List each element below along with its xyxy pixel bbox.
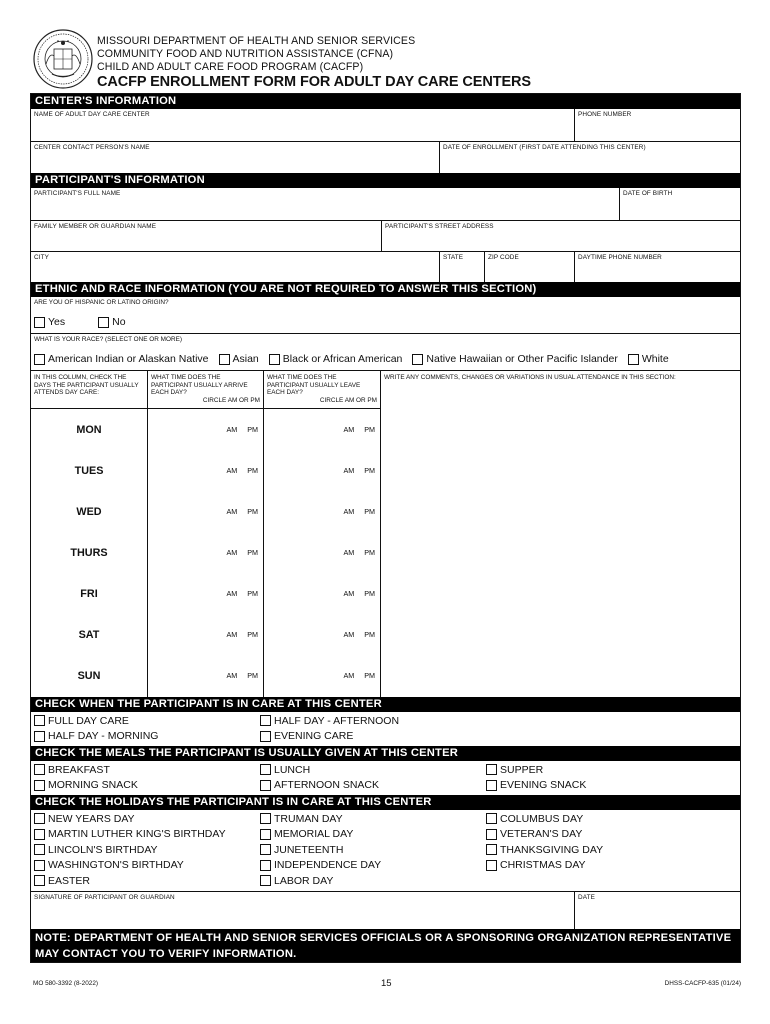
checkbox-icon	[34, 844, 45, 855]
signature-date-field[interactable]: DATE	[574, 892, 740, 929]
arrival-time-field[interactable]: AM PM	[226, 589, 258, 598]
hispanic-no-checkbox[interactable]: No	[98, 316, 125, 328]
leave-time-field[interactable]: AM PM	[343, 425, 375, 434]
checkbox-icon	[34, 715, 45, 726]
leave-time-field[interactable]: AM PM	[343, 548, 375, 557]
checkbox-icon	[486, 764, 497, 775]
arrival-column-header: WHAT TIME DOES THE PARTICIPANT USUALLY ARRIVE EACH DAY? CIRCLE AM OR PM	[148, 371, 263, 409]
arrival-time-field[interactable]: AM PM	[226, 671, 258, 680]
race-asian-checkbox[interactable]: Asian	[219, 353, 259, 365]
center-info-heading: CENTER'S INFORMATION	[31, 94, 740, 109]
day-fri[interactable]: FRI	[80, 587, 98, 600]
day-thurs[interactable]: THURS	[70, 546, 108, 559]
christmas-checkbox[interactable]: CHRISTMAS DAY	[486, 858, 603, 874]
half-day-afternoon-checkbox[interactable]: HALF DAY - AFTERNOON	[260, 713, 399, 729]
comments-area[interactable]	[381, 371, 740, 697]
checkbox-icon	[260, 764, 271, 775]
leave-column	[264, 371, 381, 697]
easter-checkbox[interactable]: EASTER	[34, 873, 260, 889]
checkbox-icon	[98, 317, 109, 328]
day-sun[interactable]: SUN	[77, 669, 101, 682]
signature-row	[31, 891, 740, 929]
labor-day-checkbox[interactable]: LABOR DAY	[260, 873, 486, 889]
race-black-checkbox[interactable]: Black or African American	[269, 353, 403, 365]
checkbox-icon	[34, 875, 45, 886]
mlk-birthday-checkbox[interactable]: MARTIN LUTHER KING'S BIRTHDAY	[34, 827, 260, 843]
truman-day-checkbox[interactable]: TRUMAN DAY	[260, 811, 486, 827]
washington-birthday-checkbox[interactable]: WASHINGTON'S BIRTHDAY	[34, 858, 260, 874]
checkbox-icon	[486, 860, 497, 871]
race-white-checkbox[interactable]: White	[628, 353, 669, 365]
full-day-care-checkbox[interactable]: FULL DAY CARE	[34, 713, 260, 729]
form-number-left: MO 580-3392 (8-2022)	[33, 980, 99, 987]
veterans-day-checkbox[interactable]: VETERAN'S DAY	[486, 827, 603, 843]
lincoln-birthday-checkbox[interactable]: LINCOLN'S BIRTHDAY	[34, 842, 260, 858]
attendance-schedule	[31, 370, 740, 697]
meal-options	[31, 761, 740, 795]
checkbox-icon	[34, 317, 45, 328]
checkbox-icon	[34, 829, 45, 840]
enrollment-form	[30, 93, 741, 963]
checkbox-icon	[260, 844, 271, 855]
supper-checkbox[interactable]: SUPPER	[486, 762, 586, 778]
center-name-field[interactable]: NAME OF ADULT DAY CARE CENTER	[34, 111, 150, 118]
lunch-checkbox[interactable]: LUNCH	[260, 762, 486, 778]
signature-field[interactable]: SIGNATURE OF PARTICIPANT OR GUARDIAN	[34, 893, 175, 901]
checkbox-icon	[486, 829, 497, 840]
checkbox-icon	[486, 780, 497, 791]
leave-time-field[interactable]: AM PM	[343, 630, 375, 639]
state-field[interactable]: STATE	[439, 252, 484, 282]
checkbox-icon	[34, 860, 45, 871]
arrival-time-field[interactable]: AM PM	[226, 425, 258, 434]
morning-snack-checkbox[interactable]: MORNING SNACK	[34, 778, 260, 794]
agency-line-3: CHILD AND ADULT CARE FOOD PROGRAM (CACFP)	[97, 61, 364, 73]
columbus-day-checkbox[interactable]: COLUMBUS DAY	[486, 811, 603, 827]
checkbox-icon	[34, 780, 45, 791]
new-years-checkbox[interactable]: NEW YEARS DAY	[34, 811, 260, 827]
checkbox-icon	[486, 844, 497, 855]
day-sat[interactable]: SAT	[78, 628, 100, 641]
checkbox-icon	[260, 813, 271, 824]
hispanic-question: ARE YOU OF HISPANIC OR LATINO ORIGIN? Yes No	[34, 299, 169, 328]
day-wed[interactable]: WED	[76, 505, 102, 518]
comments-header: WRITE ANY COMMENTS, CHANGES OR VARIATIONS IN USUAL ATTENDANCE IN THIS SECTION:	[384, 374, 676, 381]
center-phone-field[interactable]: PHONE NUMBER	[574, 109, 740, 141]
checkbox-icon	[628, 354, 639, 365]
zip-field[interactable]: ZIP CODE	[484, 252, 574, 282]
checkbox-icon	[34, 731, 45, 742]
breakfast-checkbox[interactable]: BREAKFAST	[34, 762, 260, 778]
state-seal-logo	[32, 28, 94, 90]
checkbox-icon	[412, 354, 423, 365]
agency-line-1: MISSOURI DEPARTMENT OF HEALTH AND SENIOR SERVICES	[97, 35, 416, 47]
checkbox-icon	[260, 731, 271, 742]
ethnic-race-heading: ETHNIC AND RACE INFORMATION (YOU ARE NOT REQUIRED TO ANSWER THIS SECTION)	[31, 282, 740, 297]
day-mon[interactable]: MON	[76, 423, 102, 436]
checkbox-icon	[219, 354, 230, 365]
afternoon-snack-checkbox[interactable]: AFTERNOON SNACK	[260, 778, 486, 794]
care-options	[31, 712, 740, 746]
agency-line-2: COMMUNITY FOOD AND NUTRITION ASSISTANCE (CFNA)	[97, 48, 394, 60]
care-heading: CHECK WHEN THE PARTICIPANT IS IN CARE AT THIS CENTER	[31, 697, 740, 712]
thanksgiving-checkbox[interactable]: THANKSGIVING DAY	[486, 842, 603, 858]
juneteenth-checkbox[interactable]: JUNETEENTH	[260, 842, 486, 858]
checkbox-icon	[269, 354, 280, 365]
memorial-day-checkbox[interactable]: MEMORIAL DAY	[260, 827, 486, 843]
race-pacific-islander-checkbox[interactable]: Native Hawaiian or Other Pacific Islander	[412, 353, 617, 365]
street-address-field[interactable]: PARTICIPANT'S STREET ADDRESS	[381, 221, 740, 251]
holiday-options	[31, 810, 740, 891]
half-day-morning-checkbox[interactable]: HALF DAY - MORNING	[34, 729, 260, 745]
checkbox-icon	[34, 354, 45, 365]
checkbox-icon	[34, 813, 45, 824]
days-column-header: IN THIS COLUMN, CHECK THE DAYS THE PARTICIPANT USUALLY ATTENDS DAY CARE:	[31, 371, 147, 409]
evening-snack-checkbox[interactable]: EVENING SNACK	[486, 778, 586, 794]
contact-person-field[interactable]: CENTER CONTACT PERSON'S NAME	[34, 144, 150, 151]
dob-field[interactable]: DATE OF BIRTH	[619, 188, 740, 220]
holidays-heading: CHECK THE HOLIDAYS THE PARTICIPANT IS IN CARE AT THIS CENTER	[31, 795, 740, 810]
leave-time-field[interactable]: AM PM	[343, 507, 375, 516]
agency-header	[97, 35, 415, 74]
page-number: 15	[381, 978, 392, 989]
leave-column-header: WHAT TIME DOES THE PARTICIPANT USUALLY LEAVE EACH DAY? CIRCLE AM OR PM	[264, 371, 380, 409]
checkbox-icon	[34, 764, 45, 775]
evening-care-checkbox[interactable]: EVENING CARE	[260, 729, 399, 745]
daytime-phone-field[interactable]: DAYTIME PHONE NUMBER	[574, 252, 740, 282]
checkbox-icon	[260, 829, 271, 840]
arrival-time-field[interactable]: AM PM	[226, 466, 258, 475]
race-question: WHAT IS YOUR RACE? (SELECT ONE OR MORE) American Indian or Alaskan Native Asian Black or African American Native Hawaiian or Other Pacific Islander White	[31, 333, 740, 370]
leave-time-field[interactable]: AM PM	[343, 466, 375, 475]
race-american-indian-checkbox[interactable]: American Indian or Alaskan Native	[34, 353, 209, 365]
arrival-column	[148, 371, 264, 697]
day-tues[interactable]: TUES	[74, 464, 104, 477]
form-number-right: DHSS-CACFP-635 (01/24)	[664, 980, 741, 987]
verification-note: NOTE: DEPARTMENT OF HEALTH AND SENIOR SERVICES OFFICIALS OR A SPONSORING ORGANIZATION REPRESENTATIVE MAY CONTACT YOU TO VERIFY INFORMATION.	[31, 929, 740, 962]
leave-time-field[interactable]: AM PM	[343, 671, 375, 680]
form-title: CACFP ENROLLMENT FORM FOR ADULT DAY CARE CENTERS	[97, 74, 531, 90]
checkbox-icon	[260, 875, 271, 886]
hispanic-yes-checkbox[interactable]: Yes	[34, 316, 65, 328]
checkbox-icon	[260, 780, 271, 791]
days-column	[31, 371, 148, 697]
independence-day-checkbox[interactable]: INDEPENDENCE DAY	[260, 858, 486, 874]
checkbox-icon	[260, 715, 271, 726]
arrival-time-field[interactable]: AM PM	[226, 548, 258, 557]
arrival-time-field[interactable]: AM PM	[226, 630, 258, 639]
city-field[interactable]: CITY	[34, 254, 49, 261]
enrollment-date-field[interactable]: DATE OF ENROLLMENT (FIRST DATE ATTENDING THIS CENTER)	[439, 142, 740, 173]
participant-name-field[interactable]: PARTICIPANT'S FULL NAME	[34, 190, 121, 197]
participant-info-heading: PARTICIPANT'S INFORMATION	[31, 173, 740, 188]
checkbox-icon	[260, 860, 271, 871]
leave-time-field[interactable]: AM PM	[343, 589, 375, 598]
checkbox-icon	[486, 813, 497, 824]
arrival-time-field[interactable]: AM PM	[226, 507, 258, 516]
meals-heading: CHECK THE MEALS THE PARTICIPANT IS USUALLY GIVEN AT THIS CENTER	[31, 746, 740, 761]
guardian-name-field[interactable]: FAMILY MEMBER OR GUARDIAN NAME	[34, 223, 157, 230]
